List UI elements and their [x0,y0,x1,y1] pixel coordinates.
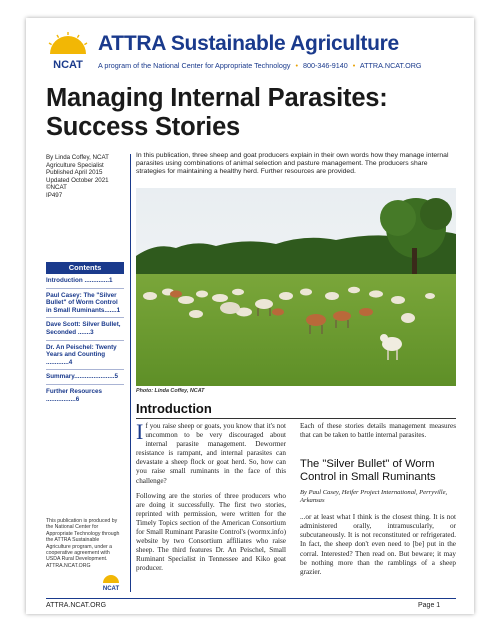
title-line-1: Managing Internal Parasites: [46,84,388,112]
footer-rule [46,598,456,599]
meta-author: By Linda Coffey, NCAT [46,154,109,161]
intro-paragraph-1-text: f you raise sheep or goats, you know that it's not uncommon to be very discouraged about internal parasite management. Dewormer resistance is rampant, and internal parasites can devastate a sheep flock or goat herd. So, how can you raise small ruminants in the face of this challenge? [136,422,286,485]
meta-copyright: ©NCAT [46,184,67,192]
introduction-heading: Introduction [136,401,456,419]
tagline-phone[interactable]: 800-346-9140 [302,61,348,70]
drop-cap: I [136,419,144,444]
meta-published: Published April 2015 [46,169,103,177]
produced-by-note: This publication is produced by the National Center for Appropriate Technology through the ATTRA Sustainable Agriculture program, under a cooperative agreement with USDA Rural Development. ATTRA.NCAT.ORG [46,518,120,569]
toc-item[interactable]: Summary.......................5 [46,370,124,385]
sun-icon [49,32,87,54]
story-byline: By Paul Casey, Heifer Project International, Perryville, Arkansas [300,489,448,505]
header [46,30,456,78]
toc-item[interactable]: Further Resources .................6 [46,387,102,403]
brand-title: ATTRA Sustainable Agriculture [98,32,399,55]
contents-heading: Contents [46,262,124,274]
intro-paragraph-2: Following are the stories of three producers who are doing it successfully. The first two stories, reprinted with permission, were written for the Timely Topics section of the American Consortium for Small Ruminant Parasite Control's (wormx.info) website by two Consortium affiliates who raise sheep. The third features Dr. An Peischel, Small Ruminant Specialist in Tennessee and Kiko goat producer. [136,491,286,573]
introduction-column [136,419,286,580]
logo-text: NCAT [53,59,83,71]
toc-item[interactable]: Introduction ..............1 [46,274,124,289]
title-line-2: Success Stories [46,113,241,141]
separator-dot-icon: • [352,61,356,70]
tagline-site[interactable]: ATTRA.NCAT.ORG [359,61,422,70]
story-paragraph-1: ...or at least what I think is the closest thing. It is not administered orally, intramuscularly, or subcutaneously. It is not reconstituted or refrigerated. In fact, the sheep don't even need to [be] put in the corral. Interested? Then read on. But beware; it may be nothing more than the ramblings of a sheep grazier. [300,513,456,576]
footer-site[interactable]: ATTRA.NCAT.ORG [46,602,107,609]
meta-role: Agriculture Specialist [46,161,104,169]
document-page [26,18,474,614]
toc-item[interactable]: Dave Scott: Silver Bullet, Seconded .......3 [46,318,124,340]
ncat-small-logo [100,573,122,591]
sun-icon [103,575,119,583]
tagline [98,61,422,70]
photo-sheep-goats-pasture [136,188,456,386]
photo-caption: Photo: Linda Coffey, NCAT [136,388,205,394]
intro-paragraph-3: Each of these stories details management measures that can be taken to battle internal parasites. [300,422,456,440]
meta-updated: Updated October 2021 [46,176,109,184]
tagline-program: A program of the National Center for Appropriate Technology [98,61,291,70]
story-heading: The "Silver Bullet" of Worm Control in Small Ruminants [300,458,436,484]
toc-item[interactable]: Paul Casey: The "Silver Bullet" of Worm Control in Small Ruminants.......1 [46,289,124,319]
meta-code: IP497 [46,191,63,199]
intro-paragraph-1 [136,419,286,486]
intro-summary: In this publication, three sheep and goat producers explain in their own words how they manage internal parasites using combinations of animal selection and pasture management. The producers share strategies for maintaining a healthy herd. Further resources are provided. [136,152,449,176]
toc-item[interactable]: Dr. An Peischel: Twenty Years and Counting .............4 [46,341,124,371]
footer-page-number: Page 1 [418,602,441,609]
logo-text: NCAT [102,586,120,591]
page-title [46,84,456,142]
column-divider [130,154,131,592]
ncat-logo [46,30,90,74]
story-column [300,422,456,583]
publication-meta [46,154,124,200]
separator-dot-icon: • [295,61,298,70]
contents-box [46,262,124,406]
